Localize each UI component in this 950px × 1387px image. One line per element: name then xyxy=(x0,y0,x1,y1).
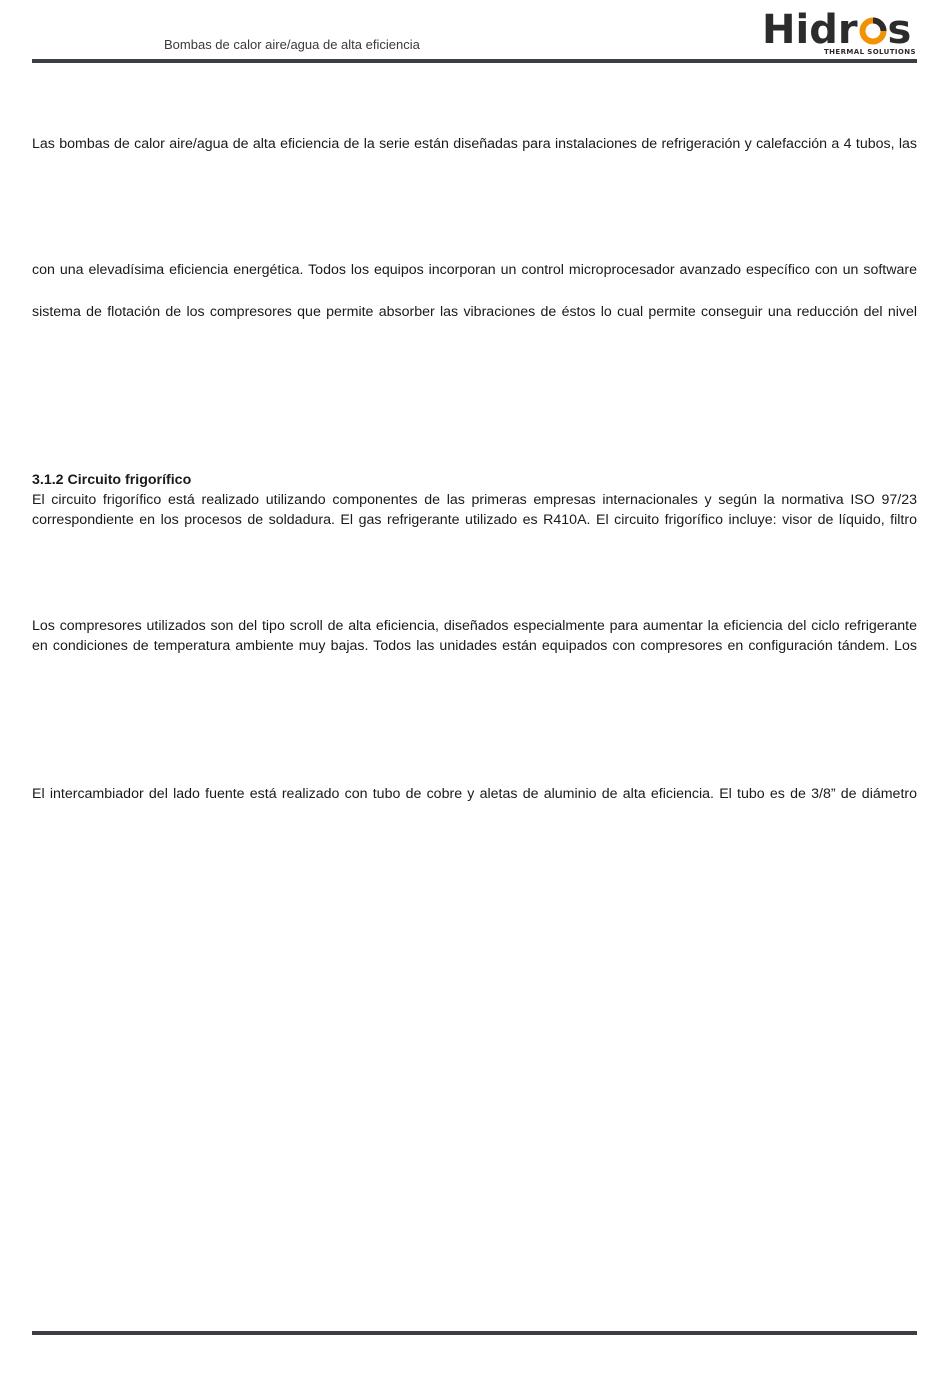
logo-o-icon xyxy=(859,17,887,45)
body-text-line: en condiciones de temperatura ambiente muy bajas. Todos las unidades están equipados con compresores en configuración tándem. Los xyxy=(32,638,917,654)
body-text-line: El circuito frigorífico está realizado utilizando componentes de las primeras empresas internacionales y según la normativa ISO 97/23 xyxy=(32,492,917,508)
body-text-line: Las bombas de calor aire/agua de alta eficiencia de la serie están diseñadas para instalaciones de refrigeración y calefacción a 4 tubos, las xyxy=(32,136,917,152)
logo-text-start: Hidr xyxy=(762,7,858,53)
logo-tagline: THERMAL SOLUTIONS xyxy=(823,48,916,56)
header-subtitle: Bombas de calor aire/agua de alta eficiencia xyxy=(164,37,420,52)
body-text-line: El intercambiador del lado fuente está realizado con tubo de cobre y aletas de aluminio de alta eficiencia. El tubo es de 3/8” de diámetro xyxy=(32,786,917,802)
section-heading: 3.1.2 Circuito frigorífico xyxy=(32,472,192,488)
hidros-logo xyxy=(762,8,918,58)
header-divider xyxy=(32,59,917,63)
body-text-line: sistema de flotación de los compresores que permite absorber las vibraciones de éstos lo cual permite conseguir una reducción del nivel xyxy=(32,304,917,320)
logo-wordmark xyxy=(762,8,911,52)
body-text-line: Los compresores utilizados son del tipo scroll de alta eficiencia, diseñados especialmente para aumentar la eficiencia del ciclo refrigerante xyxy=(32,618,917,634)
body-text-line: con una elevadísima eficiencia energética. Todos los equipos incorporan un control microprocesador avanzado específico con un software xyxy=(32,262,917,278)
logo-text-end: s xyxy=(887,7,912,53)
footer-divider xyxy=(32,1331,917,1335)
body-text-line: correspondiente en los procesos de soldadura. El gas refrigerante utilizado es R410A. El circuito frigorífico incluye: visor de líquido, filtro xyxy=(32,512,917,528)
